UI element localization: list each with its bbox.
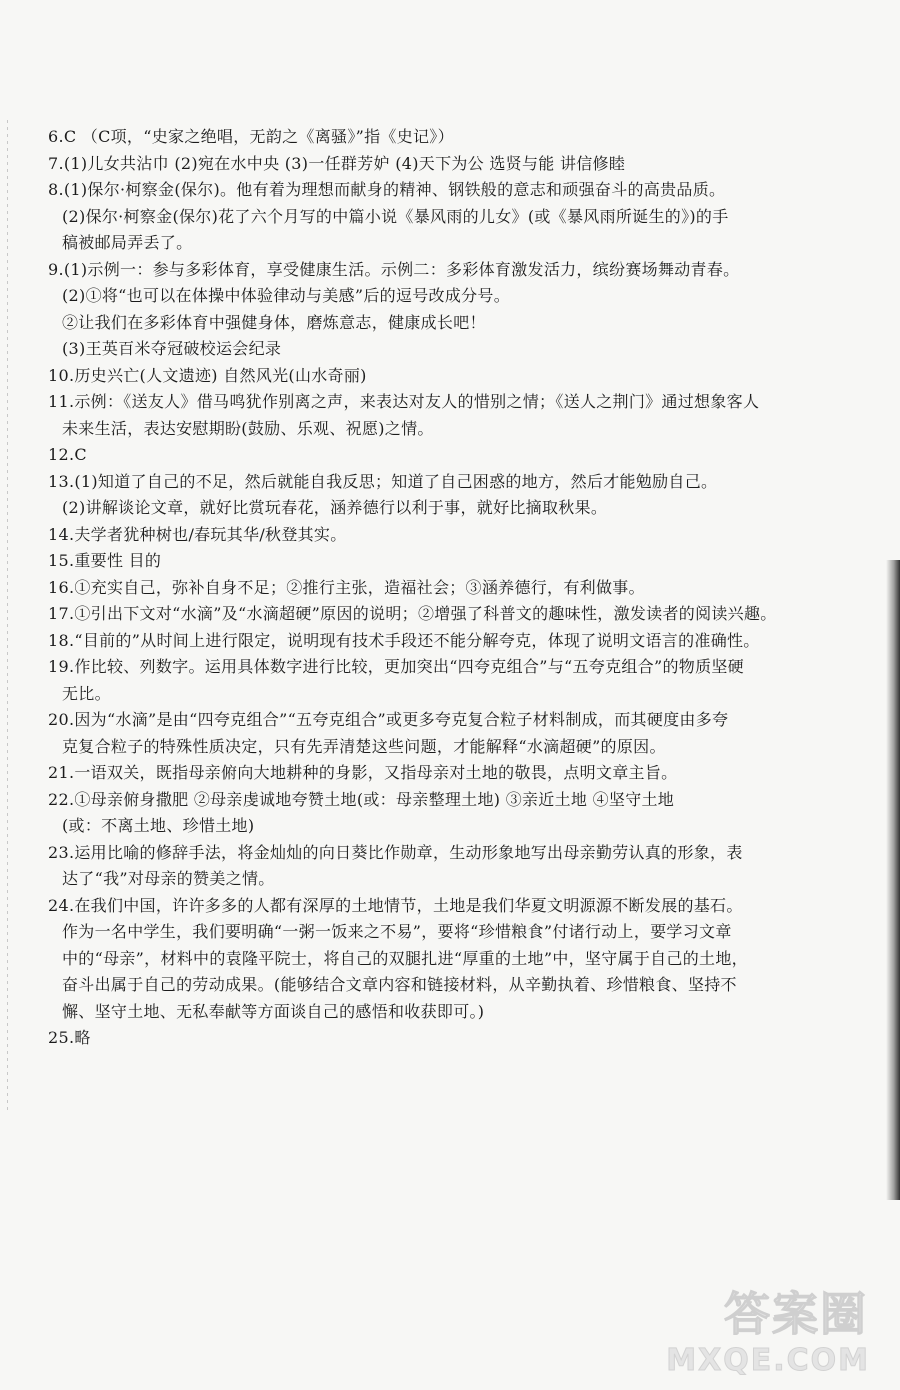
answer-line: 奋斗出属于自己的劳动成果。(能够结合文章内容和链接材料，从辛勤执着、珍惜粮食、坚持不 (62, 975, 737, 994)
answer-line: 18.“目前的”从时间上进行限定，说明现有技术手段还不能分解夸克，体现了说明文语言的准确性。 (48, 630, 760, 650)
answer-line: 7.(1)儿女共沾巾 (2)宛在水中央 (3)一任群芳妒 (4)天下为公 选贤与能 讲信修睦 (48, 153, 626, 173)
watermark-en-text: MXQE.COM (666, 1343, 870, 1378)
answer-line: 克复合粒子的特殊性质决定，只有先弄清楚这些问题，才能解释“水滴超硬”的原因。 (62, 736, 666, 756)
answer-line: 无比。 (62, 683, 111, 703)
answer-line: 作为一名中学生，我们要明确“一粥一饭来之不易”，要将“珍惜粮食”付诸行动上，要学习文章 (62, 922, 732, 941)
answer-line: (2)保尔·柯察金(保尔)花了六个月写的中篇小说《暴风雨的儿女》(或《暴风雨所诞生的》)的手 (62, 206, 729, 226)
answer-line: 17.①引出下文对“水滴”及“水滴超硬”原因的说明；②增强了科普文的趣味性，激发读者的阅读兴趣。 (48, 604, 777, 623)
scan-edge-shadow (886, 560, 900, 1200)
answer-line: 16.①充实自己，弥补自身不足；②推行主张，造福社会；③涵养德行，有利做事。 (48, 577, 645, 597)
answer-line: 20.因为“水滴”是由“四夸克组合”“五夸克组合”或更多夸克复合粒子材料制成，而其硬度由多夸 (48, 710, 729, 729)
answer-line: 11.示例：《送友人》借马鸣犹作别离之声，来表达对友人的惜别之情；《送人之荆门》通过想象客人 (48, 392, 760, 411)
answer-line: 19.作比较、列数字。运用具体数字进行比较，更加突出“四夸克组合”与“五夸克组合”的物质坚硬 (48, 657, 744, 676)
answer-line: 13.(1)知道了自己的不足，然后就能自我反思；知道了自己困惑的地方，然后才能勉励自己。 (48, 471, 718, 491)
answer-line: 23.运用比喻的修辞手法，将金灿灿的向日葵比作勋章，生动形象地写出母亲勤劳认真的形象，表 (48, 842, 743, 862)
watermark-cn-text: 答案圈 (724, 1287, 868, 1341)
answer-line: 中的“母亲”，材料中的袁隆平院士，将自己的双腿扎进“厚重的土地”中，坚守属于自己的土地， (62, 948, 748, 968)
answer-line: 24.在我们中国，许许多多的人都有深厚的土地情节，土地是我们华夏文明源源不断发展的基石。 (48, 895, 743, 915)
answer-line: 10.历史兴亡(人文遗迹) 自然风光(山水奇丽) (48, 365, 367, 385)
answer-line: 14.夫学者犹种树也/春玩其华/秋登其实。 (48, 524, 347, 544)
binding-margin-line (7, 120, 8, 1110)
answer-line: 25.略 (48, 1028, 91, 1047)
answer-line: 未来生活，表达安慰期盼(鼓励、乐观、祝愿)之情。 (62, 418, 434, 438)
answer-line: ②让我们在多彩体育中强健身体，磨炼意志，健康成长吧！ (62, 312, 486, 332)
answer-line: (2)讲解谈论文章，就好比赏玩春花，涵养德行以利于事，就好比摘取秋果。 (62, 498, 608, 517)
answer-line: 22.①母亲俯身撒肥 ②母亲虔诚地夸赞土地(或：母亲整理土地) ③亲近土地 ④坚守土地 (48, 789, 675, 809)
answer-line: 稿被邮局弄丢了。 (62, 233, 193, 252)
answer-line: (3)王英百米夺冠破校运会纪录 (62, 339, 282, 358)
answer-line: 21.一语双关，既指母亲俯向大地耕种的身影，又指母亲对土地的敬畏，点明文章主旨。 (48, 763, 678, 782)
answer-line: (2)①将“也可以在体操中体验律动与美感”后的逗号改成分号。 (62, 286, 511, 305)
answer-line: (或：不离土地、珍惜土地) (62, 816, 255, 835)
answer-text-block (48, 124, 848, 1052)
answer-line: 6.C （C项，“史家之绝唱，无韵之《离骚》”指《史记》） (48, 127, 454, 146)
watermark-logo (666, 1287, 888, 1382)
answer-line: 12.C (48, 445, 87, 464)
answer-line: 15.重要性 目的 (48, 551, 162, 570)
answer-line: 9.(1)示例一：参与多彩体育，享受健康生活。示例二：多彩体育激发活力，缤纷赛场舞动青春。 (48, 259, 740, 279)
answer-line: 懈、坚守土地、无私奉献等方面谈自己的感悟和收获即可。) (62, 1001, 485, 1021)
answer-line: 达了“我”对母亲的赞美之情。 (62, 869, 275, 888)
answer-line: 8.(1)保尔·柯察金(保尔)。他有着为理想而献身的精神、钢铁般的意志和顽强奋斗的高贵品质。 (48, 180, 726, 199)
